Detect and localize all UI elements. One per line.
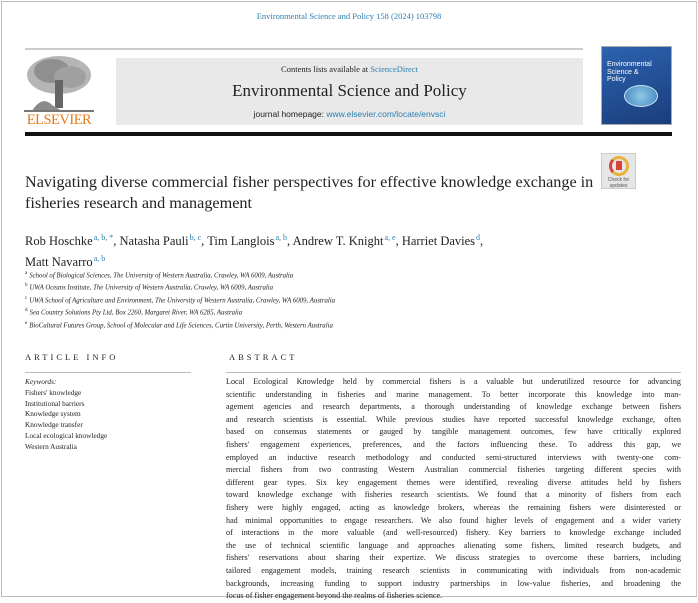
separator: , [113,234,120,248]
abstract-line: mercial fishers from two contrasting Western Australian commercial fisheries targeting different species with [226,465,681,475]
contents-label: Contents lists available at [281,64,371,74]
author-name: Matt Navarro [25,255,93,269]
author-name: Andrew T. Knight [292,234,384,248]
separator: , [395,234,402,248]
journal-cover[interactable] [601,46,672,125]
author[interactable] [207,234,287,248]
affiliation-key: b [25,283,28,289]
affiliations [25,269,335,331]
author[interactable] [402,234,480,248]
author-affiliation-link[interactable]: a, b [93,254,106,263]
abstract-line: Local Ecological Knowledge held by commercial fishers is a valuable but underutilized resource for advancing [226,377,681,386]
elsevier-logo [22,55,96,129]
affiliation-key: c [25,295,28,301]
header-divider [25,48,583,50]
author[interactable] [25,234,113,248]
elsevier-wordmark: ELSEVIER [26,112,92,128]
abstract-line: backgrounds, increasing funding to support industry partnerships in low-value fisheries, and broadening the [226,578,681,588]
keyword: Institutional barriers [25,398,85,408]
keyword: Knowledge transfer [25,420,83,430]
abstract-line: scientific understanding in fisheries and marine management. To better incorporate this knowledge into man- [226,389,681,399]
cover-title: Environmental Science & Policy [607,61,652,83]
homepage-line [116,109,583,119]
author-affiliation-link[interactable]: a, b, * [93,233,114,242]
article-info-divider [25,372,191,373]
keyword: Local ecological knowledge [25,430,108,440]
abstract-line: agement agencies and research departments, a thorough understanding of knowledge exchange between fishers [226,402,681,412]
abstract-line: fishery were highly engaged, acting as knowledge brokers, whereas the remaining fishers were disinterested or [226,502,681,512]
abstract-divider [226,372,681,373]
check-updates-label: Check for updates [607,177,630,189]
article-title: Navigating diverse commercial fisher perspectives for effective knowledge exchange in fisheries research and management [25,173,594,212]
separator: , [201,234,208,248]
abstract-text [226,376,681,603]
abstract-line: tailored engagement models, training research scientists in communicating with individuals from non-academic [226,565,681,575]
abstract-line: based on consensus statements or gauged by tangible management outcomes, few have critically explored [226,427,681,437]
abstract-line: focus of fisher engagement beyond the realms of fisheries science. [226,591,443,601]
author[interactable] [293,234,396,248]
abstract-line: of interactions in the more valuable (and well-resourced) fishery. Key barriers to knowledge exchange included [226,528,681,538]
keyword: Western Australia [25,441,77,451]
affiliation [25,319,335,331]
journal-title: Environmental Science and Policy [232,81,467,100]
author[interactable] [25,255,105,269]
journal-citation: Environmental Science and Policy 158 (2024) 103798 [256,11,442,21]
sciencedirect-link[interactable]: ScienceDirect [370,64,418,74]
abstract-line: fishers' engagement experiences, preferences, and the factors influencing these. To address this gap, we [226,439,681,449]
author-list [25,229,585,271]
contents-line [116,64,583,74]
abstract-line: the use of technical scientific language and approaches alienating some fishers, limited research budgets, and [226,540,681,550]
affiliation-text: BioCultural Futures Group, School of Molecular and Life Sciences, Curtin University, Perth, Western Australia [29,322,333,330]
author-affiliation-link[interactable]: d [476,233,481,242]
affiliation [25,281,335,293]
author-name: Natasha Pauli [119,234,189,248]
header-thick-divider [25,132,672,136]
abstract-heading: ABSTRACT [229,352,298,362]
author-affiliation-link[interactable]: a, e [384,233,396,242]
affiliation [25,306,335,318]
author-name: Harriet Davies [401,234,476,248]
separator: , [287,234,293,248]
elsevier-tree-icon [22,55,96,113]
affiliation-text: UWA Oceans Institute, The University of Western Australia, Crawley, WA 6009, Australia [29,284,274,292]
keywords [25,377,107,453]
affiliation-key: a [25,271,28,276]
separator: , [480,234,484,248]
abstract-line: employed an inductive research methodology and conducted semi-structured interviews with twenty-one com- [226,452,681,462]
abstract-line: had minimal opportunities to engage researchers. We also found higher levels of engagement and a wider variety [226,515,681,525]
abstract-line: and research scientists is essential. While previous studies have reported successful knowledge exchange, often [226,414,681,424]
author-name: Tim Langlois [207,234,275,248]
article-info-heading: ARTICLE INFO [25,352,119,362]
affiliation-text: Sea Country Solutions Pty Ltd, Box 2260, Margaret River, WA 6285, Australia [29,309,243,317]
abstract-line: toward knowledge exchange with fisheries research scientists. We found that a minority of fishers from each [226,490,681,500]
keywords-label: Keywords: [25,377,57,386]
affiliation-key: e [25,320,28,326]
check-for-updates-button[interactable] [601,153,636,189]
keyword: Fishers' knowledge [25,387,82,397]
journal-homepage-link[interactable]: www.elsevier.com/locate/envsci [326,109,446,119]
check-updates-icon [609,156,629,176]
author-name: Rob Hoschke [25,234,93,248]
affiliation [25,294,335,306]
affiliation-text: School of Biological Sciences, The University of Western Australia, Crawley, WA 6009, Australia [29,272,294,280]
keyword: Knowledge system [25,409,81,419]
affiliation-text: UWA School of Agriculture and Environment, The University of Western Australia, Crawley, WA 6009, Australia [29,297,336,305]
affiliation-key: d [25,308,28,314]
journal-banner [116,58,583,125]
author-affiliation-link[interactable]: a, b [275,233,288,242]
homepage-label: journal homepage: [253,109,327,119]
affiliation [25,269,335,281]
author-affiliation-link[interactable]: b, c [189,233,202,242]
abstract-line: fishers' reservations about sharing their expertize. We discuss strategies to overcome these barriers, including [226,553,681,563]
author[interactable] [120,234,202,248]
abstract-line: different gear types. Six key engagement themes were identified, revealing diverse attitudes held by fishers [226,477,681,487]
globe-icon [624,85,658,107]
